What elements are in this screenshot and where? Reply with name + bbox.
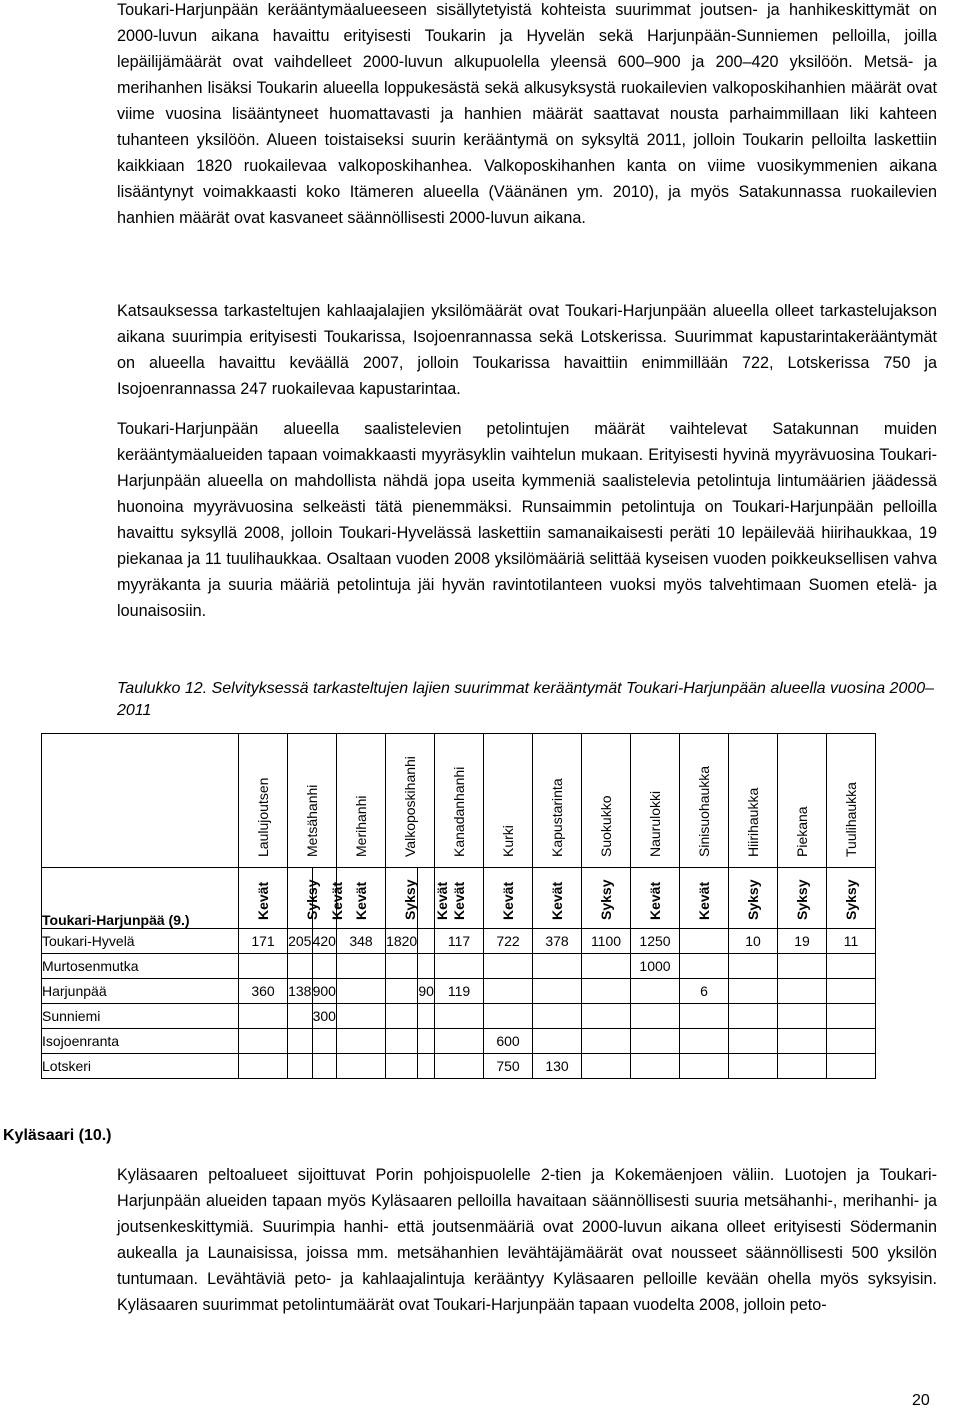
count-cell: 360 [239,979,288,1004]
count-cell [435,1004,484,1029]
species-label: Kapustarinta [549,778,565,857]
species-header [827,734,876,868]
table-row [42,1004,876,1029]
species-header [386,734,435,868]
count-cell: 171 [239,929,288,954]
count-cell [288,954,313,979]
count-cell [778,1054,827,1079]
count-cell [435,1054,484,1079]
season-label: Syksy [745,879,761,920]
count-cell [582,1029,631,1054]
season-header [778,868,827,929]
count-cell [533,954,582,979]
species-label: Valkoposkihanhi [402,756,418,857]
season-label: Kevät [255,881,271,920]
species-label: Kurki [500,825,516,857]
count-cell [418,1054,435,1079]
count-cell: 722 [484,929,533,954]
table-row [42,979,876,1004]
season-header [631,868,680,929]
season-header [729,868,778,929]
species-label: Kanadanhanhi [451,766,467,857]
count-cell [288,1004,313,1029]
count-cell [631,1054,680,1079]
season-header [680,868,729,929]
site-name: Lotskeri [42,1054,239,1079]
season-header [312,868,345,929]
count-cell: 19 [778,929,827,954]
count-cell [729,1004,778,1029]
count-cell: 138 [288,979,313,1004]
count-cell [827,1054,876,1079]
count-cell [337,954,386,979]
site-name: Sunniemi [42,1004,239,1029]
count-cell [827,954,876,979]
season-label: Kevät [500,881,516,920]
count-cell [582,1054,631,1079]
count-cell [729,1029,778,1054]
page-number: 20 [912,1392,930,1409]
table-row [42,1054,876,1079]
count-cell [386,1054,418,1079]
count-cell: 420 [312,929,337,954]
species-label: Tuulihaukka [843,782,859,857]
count-cell [827,1029,876,1054]
count-cell [312,1054,337,1079]
count-cell [386,954,418,979]
season-label: Kevät [696,881,712,920]
species-header [239,734,288,868]
season-header [435,868,484,929]
count-cell [312,1029,337,1054]
count-cell [582,954,631,979]
species-header [680,734,729,868]
species-header [435,734,484,868]
count-cell [631,979,680,1004]
season-label: Kevät [328,881,345,920]
paragraph-waders: Katsauksessa tarkasteltujen kahlaajalajien yksilömäärät ovat Toukari-Harjunpään alueella olleet tarkastelujakson aikana suurimpia erityisesti Toukarissa, Isojoenrannassa sekä Lotskerissa. Suurimmat kapustarintakerääntymät on alueella havaittu keväällä 2007, jolloin Toukarissa havaittiin enimmillään 722, Lotskerissa 750 ja Isojoenrannassa 247 ruokailevaa kapustarintaa. [117,302,937,398]
count-cell [337,1029,386,1054]
count-cell [312,954,337,979]
count-cell: 348 [337,929,386,954]
season-header [484,868,533,929]
season-label: Kevät [549,881,565,920]
species-label: Piekana [794,806,810,857]
count-cell: 117 [435,929,484,954]
table-caption: Taulukko 12. Selvityksessä tarkasteltujen lajien suurimmat kerääntymät Toukari-Harjunpään alueella vuosina 2000–2011 [117,680,935,719]
species-header [337,734,386,868]
season-header [239,868,288,929]
count-cell [827,979,876,1004]
count-cell: 6 [680,979,729,1004]
species-label: Laulujoutsen [255,777,271,857]
count-cell [533,979,582,1004]
count-cell [680,929,729,954]
count-cell: 1000 [631,954,680,979]
count-cell: 1100 [582,929,631,954]
count-cell [386,1004,418,1029]
count-cell [729,954,778,979]
count-cell [729,1054,778,1079]
count-cell [680,1029,729,1054]
count-cell [631,1029,680,1054]
species-header [778,734,827,868]
season-label: Syksy [304,879,320,920]
season-label: Kevät [353,881,369,920]
table-row [42,954,876,979]
species-label: Merihanhi [353,795,369,857]
count-cell [484,954,533,979]
count-cell: 600 [484,1029,533,1054]
site-name: Toukari-Hyvelä [42,929,239,954]
species-header-row [42,734,876,868]
section-heading-kylasaari: Kyläsaari (10.) [3,1127,112,1144]
season-header [288,868,320,929]
count-cell [680,1004,729,1029]
season-header-row [42,868,876,929]
season-header [418,868,451,929]
count-cell [337,1054,386,1079]
count-cell [418,1029,435,1054]
season-header [337,868,386,929]
count-cell: 750 [484,1054,533,1079]
count-cell [680,1054,729,1079]
paragraph-toukari-geese: Toukari-Harjunpään kerääntymäalueeseen sisällytetyistä kohteista suurimmat joutsen- ja hanhikeskittymät on 2000-luvun aikana havaittu erityisesti Toukarin ja Hyvelän sekä Harjunpään-Sunniemen pelloilla, joilla lepäilijämäärät ovat vaihdelleet 2000-luvun alkupuolella yleensä 600–900 ja 200–420 yksilöön. Metsä- ja merihanhen lisäksi Toukarin alueella loppukesästä sekä alkusyksystä ruokailevien valkoposkihanhien määrät ovat viime vuosina lisääntyneet huomattavasti ja hanhien määrät saattavat nousta parhaimmillaan liki kahteen tuhanteen yksilöön. Alueen toistaiseksi suurin kerääntymä on syksyltä 2011, jolloin Toukarin pelloilta laskettiin kaikkiaan 1820 ruokailevaa valkoposkihanhea. Valkoposkihanhen kanta on viime vuosikymmenien aikana lisääntynyt voimakkaasti koko Itämeren alueella (Väänänen ym. 2010), ja myös Satakunnassa ruokailevien hanhien määrät ovat kasvaneet säännöllisesti 2000-luvun aikana. [117,1,937,227]
count-cell: 1250 [631,929,680,954]
count-cell [827,1004,876,1029]
count-cell [680,954,729,979]
count-cell: 300 [312,1004,337,1029]
species-header [533,734,582,868]
count-cell [288,1029,313,1054]
season-label: Kevät [451,881,467,920]
species-label: Naurulokki [647,790,663,857]
count-cell [386,1029,418,1054]
count-cell [337,979,386,1004]
season-label: Kevät [647,881,663,920]
count-cell: 10 [729,929,778,954]
count-cell: 205 [288,929,313,954]
count-cell [386,979,418,1004]
count-cell [729,979,778,1004]
species-header [631,734,680,868]
species-header [582,734,631,868]
count-cell [631,1004,680,1029]
count-cell [435,954,484,979]
count-cell [239,1004,288,1029]
count-cell [418,929,435,954]
count-cell [418,954,435,979]
count-cell [533,1029,582,1054]
count-cell [484,1004,533,1029]
count-cell [484,979,533,1004]
season-label: Kevät [434,881,451,920]
species-label: Metsähanhi [304,784,320,857]
section-header: Toukari-Harjunpää (9.) [42,868,239,929]
count-cell: 119 [435,979,484,1004]
count-cell: 378 [533,929,582,954]
count-cell [288,1054,313,1079]
table-row [42,1029,876,1054]
season-label: Syksy [843,879,859,920]
count-cell [778,979,827,1004]
paragraph-kylasaari: Kyläsaaren peltoalueet sijoittuvat Porin pohjoispuolelle 2-tien ja Kokemäenjoen väliin. Luotojen ja Toukari-Harjunpään alueiden tapaan myös Kyläsaaren pelloilla havaitaan säännöllisesti suuria metsähanhi-, merihanhi- ja joutsenkeskittymiä. Suurimpia hanhi- että joutsenmääriä ovat 2000-luvun aikana olleet erityisesti Södermanin aukealla ja Launaisissa, joissa mm. metsähanhien levähtäjämäärät ovat nousseet säännöllisesti 500 yksilön tuntumaan. Levähtäviä peto- ja kahlaajalintuja kerääntyy Kyläsaaren pelloille kevään ohella myös syksyisin. Kyläsaaren suurimmat petolintumäärät ovat Toukari-Harjunpään tapaan vuodelta 2008, jolloin peto- [117,1166,937,1314]
species-label: Sinisuohaukka [696,765,712,857]
count-cell [239,954,288,979]
count-cell [418,1004,435,1029]
count-cell [778,1029,827,1054]
count-cell [239,1054,288,1079]
count-cell: 900 [312,979,337,1004]
accumulation-table [41,733,876,1079]
count-cell [337,1004,386,1029]
season-header [386,868,418,929]
table-row [42,929,876,954]
count-cell [582,1004,631,1029]
count-cell [533,1004,582,1029]
species-header [288,734,337,868]
season-label: Syksy [402,879,418,920]
season-header [582,868,631,929]
count-cell [239,1029,288,1054]
season-label: Syksy [598,879,614,920]
site-name: Harjunpää [42,979,239,1004]
count-cell: 11 [827,929,876,954]
paragraph-raptors: Toukari-Harjunpään alueella saalistelevien petolintujen määrät vaihtelevat Satakunnan muiden kerääntymäalueiden tapaan voimakkaasti myyräsyklin vaihtelun mukaan. Erityisesti hyvinä myyrävuosina Toukari-Harjunpään alueella on mahdollista nähdä jopa useita kymmeniä saalistelevia petolintuja lintumäärien jäädessä huonoina myyrävuosina selkeästi tätä pienemmäksi. Runsaimmin petolintuja on Toukari-Harjunpään pelloilla havaittu syksyllä 2008, jolloin Toukari-Hyvelässä laskettiin samanaikaisesti peräti 10 lepäilevää hiirihaukkaa, 19 piekanaa ja 11 tuulihaukkaa. Osaltaan vuoden 2008 yksilömääriä selittää kyseisen vuoden poikkeuksellisen vahva myyräkanta ja suuria määriä petolintuja jäi hyvän ravintotilanteen vuoksi myös talvehtimaan Suomen etelä- ja lounaisosiin. [117,420,937,620]
table-corner [42,734,239,868]
site-name: Isojoenranta [42,1029,239,1054]
count-cell [435,1029,484,1054]
count-cell [582,979,631,1004]
species-label: Hiirihaukka [745,787,761,857]
count-cell: 130 [533,1054,582,1079]
count-cell [778,954,827,979]
season-label: Syksy [794,879,810,920]
count-cell [778,1004,827,1029]
count-cell: 1820 [386,929,418,954]
species-header [729,734,778,868]
site-name: Murtosenmutka [42,954,239,979]
species-label: Suokukko [598,795,614,857]
species-header [484,734,533,868]
season-header [533,868,582,929]
count-cell: 90 [418,979,435,1004]
season-header [827,868,876,929]
